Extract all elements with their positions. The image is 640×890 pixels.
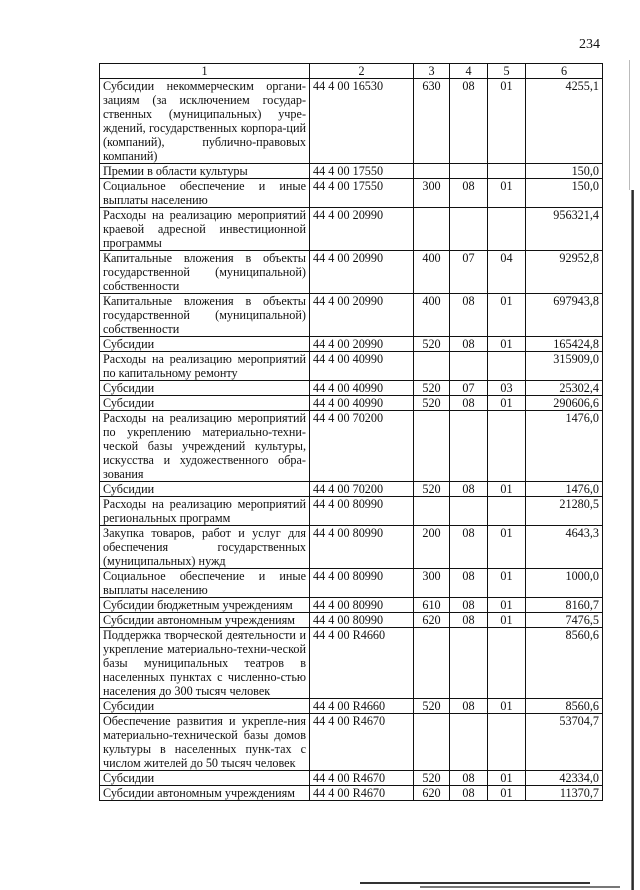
- row-subsection: 01: [488, 179, 526, 208]
- row-subsection: 01: [488, 771, 526, 786]
- table-row: [100, 179, 603, 208]
- row-amount: 8560,6: [526, 628, 603, 699]
- row-name: Субсидии: [100, 381, 310, 396]
- row-expense-type: [414, 411, 450, 482]
- row-amount: 150,0: [526, 179, 603, 208]
- header-col-1: 1: [100, 64, 310, 79]
- row-expense-type: [414, 208, 450, 251]
- row-code: 44 4 00 40990: [310, 396, 414, 411]
- header-col-3: 3: [414, 64, 450, 79]
- table-row: [100, 381, 603, 396]
- row-subsection: 01: [488, 598, 526, 613]
- header-col-5: 5: [488, 64, 526, 79]
- table-row: [100, 714, 603, 771]
- table-row: [100, 771, 603, 786]
- row-code: 44 4 00 R4670: [310, 771, 414, 786]
- table-row: [100, 294, 603, 337]
- row-amount: 956321,4: [526, 208, 603, 251]
- row-name: Расходы на реализацию мероприятий по укреплению материально-техни-ческой базы учреждений культуры, искусства и художественного обра-зования: [100, 411, 310, 482]
- row-subsection: 01: [488, 294, 526, 337]
- row-amount: 8160,7: [526, 598, 603, 613]
- row-section: 08: [450, 699, 488, 714]
- scan-right-edge: [631, 190, 634, 890]
- budget-table: [99, 63, 603, 801]
- row-expense-type: 300: [414, 569, 450, 598]
- table-row: [100, 497, 603, 526]
- row-amount: 1000,0: [526, 569, 603, 598]
- row-name: Социальное обеспечение и иные выплаты населению: [100, 179, 310, 208]
- row-amount: 25302,4: [526, 381, 603, 396]
- row-code: 44 4 00 R4670: [310, 786, 414, 801]
- table-header-row: [100, 64, 603, 79]
- row-subsection: 01: [488, 613, 526, 628]
- row-name: Субсидии: [100, 337, 310, 352]
- row-code: 44 4 00 80990: [310, 598, 414, 613]
- row-name: Поддержка творческой деятельности и укрепление материально-техни-ческой базы муниципальных театров в населенных пунктах с численно-стью населения до 300 тысяч человек: [100, 628, 310, 699]
- row-section: [450, 497, 488, 526]
- table-row: [100, 208, 603, 251]
- row-expense-type: [414, 714, 450, 771]
- row-amount: 1476,0: [526, 482, 603, 497]
- row-code: 44 4 00 17550: [310, 179, 414, 208]
- row-section: [450, 714, 488, 771]
- header-col-4: 4: [450, 64, 488, 79]
- row-section: 07: [450, 381, 488, 396]
- row-code: 44 4 00 20990: [310, 208, 414, 251]
- row-name: Закупка товаров, работ и услуг для обеспечения государственных (муниципальных) нужд: [100, 526, 310, 569]
- row-name: Социальное обеспечение и иные выплаты населению: [100, 569, 310, 598]
- row-amount: 4255,1: [526, 79, 603, 164]
- table-row: [100, 628, 603, 699]
- row-amount: 1476,0: [526, 411, 603, 482]
- row-subsection: [488, 628, 526, 699]
- table-row: [100, 411, 603, 482]
- row-code: 44 4 00 40990: [310, 381, 414, 396]
- row-subsection: 01: [488, 569, 526, 598]
- row-code: 44 4 00 70200: [310, 411, 414, 482]
- row-name: Субсидии: [100, 771, 310, 786]
- scan-edge-mark: [629, 60, 630, 190]
- row-name: Капитальные вложения в объекты государственной (муниципальной) собственности: [100, 294, 310, 337]
- row-amount: 290606,6: [526, 396, 603, 411]
- table-row: [100, 613, 603, 628]
- scan-bottom-edge-2: [420, 886, 620, 888]
- row-section: 08: [450, 482, 488, 497]
- row-subsection: [488, 352, 526, 381]
- row-expense-type: 300: [414, 179, 450, 208]
- row-name: Капитальные вложения в объекты государственной (муниципальной) собственности: [100, 251, 310, 294]
- row-expense-type: 620: [414, 613, 450, 628]
- row-section: 08: [450, 179, 488, 208]
- row-name: Субсидии бюджетным учреждениям: [100, 598, 310, 613]
- row-name: Расходы на реализацию мероприятий по капитальному ремонту: [100, 352, 310, 381]
- row-name: Обеспечение развития и укрепле-ния материально-технической базы домов культуры в населенных пунк-тах с числом жителей до 50 тысяч человек: [100, 714, 310, 771]
- row-section: 08: [450, 337, 488, 352]
- row-section: 07: [450, 251, 488, 294]
- table-row: [100, 396, 603, 411]
- table-row: [100, 164, 603, 179]
- row-expense-type: [414, 352, 450, 381]
- row-subsection: [488, 497, 526, 526]
- header-col-6: 6: [526, 64, 603, 79]
- table-row: [100, 569, 603, 598]
- row-code: 44 4 00 20990: [310, 294, 414, 337]
- row-code: 44 4 00 80990: [310, 613, 414, 628]
- header-col-2: 2: [310, 64, 414, 79]
- row-amount: 53704,7: [526, 714, 603, 771]
- row-code: 44 4 00 R4670: [310, 714, 414, 771]
- row-amount: 7476,5: [526, 613, 603, 628]
- row-expense-type: 400: [414, 294, 450, 337]
- row-expense-type: 520: [414, 482, 450, 497]
- row-section: [450, 164, 488, 179]
- table-row: [100, 352, 603, 381]
- row-amount: 315909,0: [526, 352, 603, 381]
- row-subsection: 01: [488, 482, 526, 497]
- row-section: [450, 411, 488, 482]
- table-row: [100, 337, 603, 352]
- row-subsection: 01: [488, 526, 526, 569]
- table-row: [100, 79, 603, 164]
- row-name: Субсидии некоммерческим органи-зациям (за исключением государ-ственных (муниципальных) учре-ждений, государственных корпора-ций (компаний), публично-правовых компаний): [100, 79, 310, 164]
- row-name: Субсидии автономным учреждениям: [100, 613, 310, 628]
- row-name: Субсидии автономным учреждениям: [100, 786, 310, 801]
- row-code: 44 4 00 40990: [310, 352, 414, 381]
- row-subsection: 01: [488, 786, 526, 801]
- table-row: [100, 526, 603, 569]
- row-name: Премии в области культуры: [100, 164, 310, 179]
- row-code: 44 4 00 R4660: [310, 699, 414, 714]
- row-section: [450, 352, 488, 381]
- row-section: 08: [450, 294, 488, 337]
- row-section: 08: [450, 598, 488, 613]
- row-name: Расходы на реализацию мероприятий региональных программ: [100, 497, 310, 526]
- row-expense-type: 520: [414, 337, 450, 352]
- row-code: 44 4 00 80990: [310, 497, 414, 526]
- row-subsection: [488, 208, 526, 251]
- row-subsection: 01: [488, 79, 526, 164]
- row-section: 08: [450, 786, 488, 801]
- row-subsection: 03: [488, 381, 526, 396]
- row-expense-type: 630: [414, 79, 450, 164]
- row-amount: 21280,5: [526, 497, 603, 526]
- row-subsection: 01: [488, 699, 526, 714]
- row-name: Субсидии: [100, 396, 310, 411]
- row-section: 08: [450, 771, 488, 786]
- row-amount: 4643,3: [526, 526, 603, 569]
- row-amount: 42334,0: [526, 771, 603, 786]
- row-code: 44 4 00 80990: [310, 526, 414, 569]
- page-number: 234: [579, 37, 600, 52]
- row-expense-type: 610: [414, 598, 450, 613]
- row-code: 44 4 00 70200: [310, 482, 414, 497]
- row-subsection: 01: [488, 337, 526, 352]
- row-expense-type: 520: [414, 396, 450, 411]
- row-code: 44 4 00 20990: [310, 337, 414, 352]
- table-row: [100, 482, 603, 497]
- row-code: 44 4 00 20990: [310, 251, 414, 294]
- row-code: 44 4 00 17550: [310, 164, 414, 179]
- row-subsection: 04: [488, 251, 526, 294]
- row-code: 44 4 00 R4660: [310, 628, 414, 699]
- row-expense-type: 200: [414, 526, 450, 569]
- row-expense-type: [414, 164, 450, 179]
- row-code: 44 4 00 16530: [310, 79, 414, 164]
- row-name: Субсидии: [100, 699, 310, 714]
- row-expense-type: [414, 497, 450, 526]
- table-row: [100, 699, 603, 714]
- row-name: Расходы на реализацию мероприятий краевой адресной инвестиционной программы: [100, 208, 310, 251]
- row-section: [450, 208, 488, 251]
- row-amount: 697943,8: [526, 294, 603, 337]
- row-expense-type: 400: [414, 251, 450, 294]
- row-code: 44 4 00 80990: [310, 569, 414, 598]
- row-subsection: [488, 411, 526, 482]
- row-amount: 92952,8: [526, 251, 603, 294]
- row-expense-type: 620: [414, 786, 450, 801]
- table-row: [100, 598, 603, 613]
- row-expense-type: [414, 628, 450, 699]
- row-amount: 165424,8: [526, 337, 603, 352]
- row-amount: 150,0: [526, 164, 603, 179]
- row-section: 08: [450, 569, 488, 598]
- row-section: 08: [450, 79, 488, 164]
- table-row: [100, 251, 603, 294]
- row-name: Субсидии: [100, 482, 310, 497]
- row-expense-type: 520: [414, 381, 450, 396]
- row-amount: 11370,7: [526, 786, 603, 801]
- row-section: 08: [450, 613, 488, 628]
- row-amount: 8560,6: [526, 699, 603, 714]
- row-section: [450, 628, 488, 699]
- row-subsection: 01: [488, 396, 526, 411]
- row-expense-type: 520: [414, 699, 450, 714]
- table-row: [100, 786, 603, 801]
- scan-bottom-edge: [360, 882, 590, 884]
- row-section: 08: [450, 526, 488, 569]
- row-subsection: [488, 714, 526, 771]
- row-expense-type: 520: [414, 771, 450, 786]
- row-subsection: [488, 164, 526, 179]
- row-section: 08: [450, 396, 488, 411]
